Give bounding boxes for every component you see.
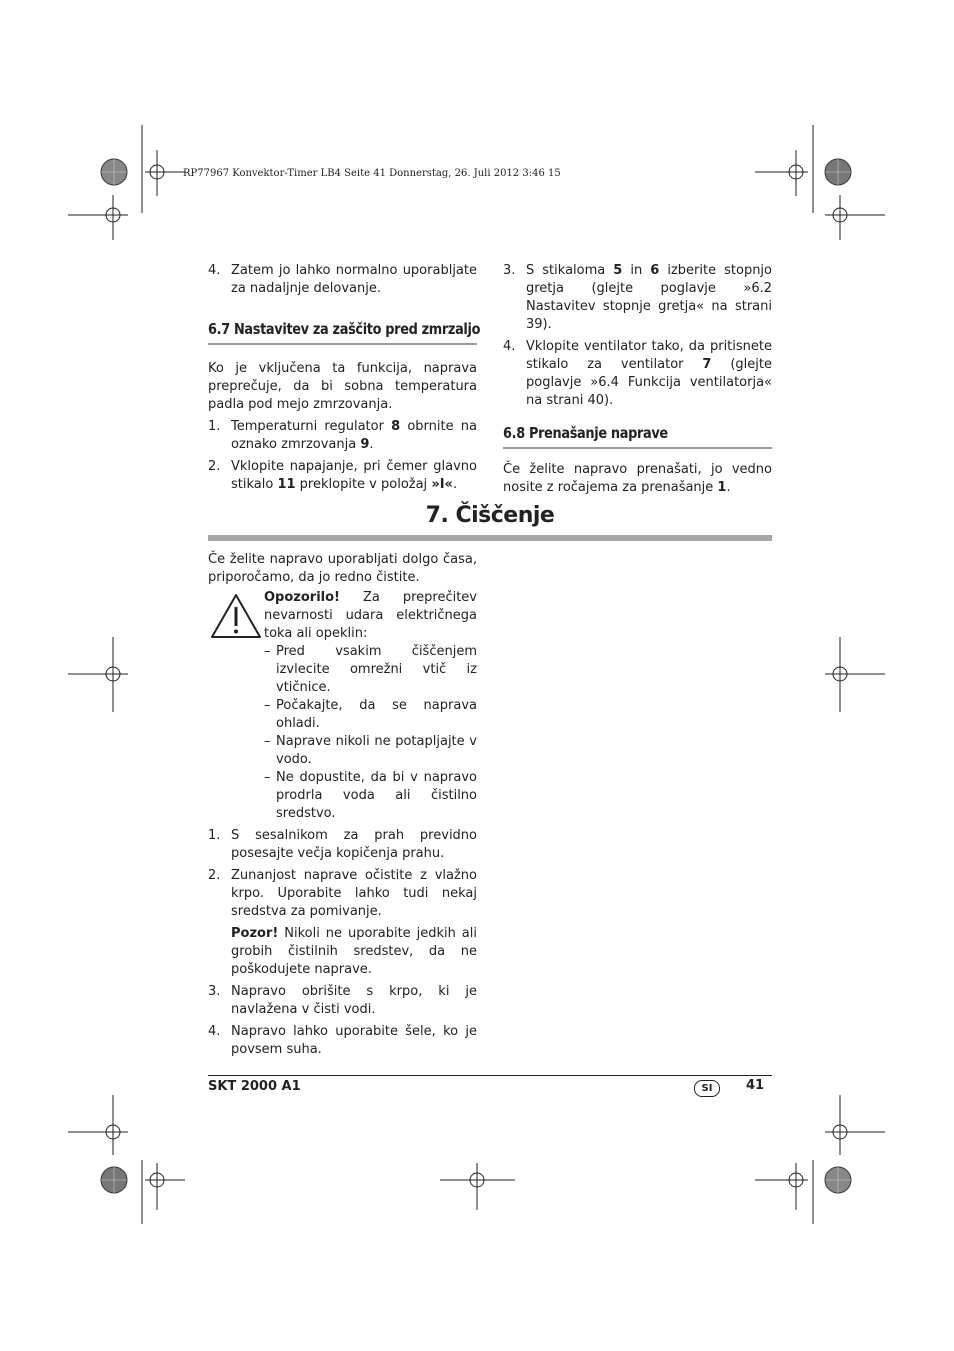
list-text: Zunanjost naprave očistite z vlažno krpo. Uporabite lahko tudi nekaj sredstva za pomivanje.	[231, 868, 477, 919]
section-text	[503, 461, 772, 497]
warning-label: Opozorilo!	[264, 590, 340, 605]
list-number: 1.	[208, 828, 221, 843]
bullet-text: Počakajte, da se naprava ohladi.	[276, 698, 477, 731]
ref-number: 5	[613, 263, 623, 278]
text: Temperaturni regulator	[231, 419, 392, 434]
caution-label: Pozor!	[231, 926, 279, 941]
language-badge: SI	[694, 1080, 720, 1097]
page-number: 41	[746, 1078, 765, 1093]
list-item	[208, 983, 477, 1019]
bullet-text: Naprave nikoli ne potapljajte v vodo.	[276, 734, 477, 767]
heading-rule	[208, 343, 477, 345]
bullet-item: – Ne dopustite, da bi v napravo prodrla voda ali čistilno sredstvo.	[264, 770, 477, 821]
left-column	[208, 262, 481, 494]
list-item	[208, 458, 477, 494]
list-text: S sesalnikom za prah previdno posesajte večja kopičenja prahu.	[231, 828, 477, 861]
bullet-item: – Naprave nikoli ne potapljajte v vodo.	[264, 734, 477, 767]
list-text: Zatem jo lahko normalno uporabljate za nadaljnje delovanje.	[231, 263, 477, 296]
text: Vklopite ventilator tako, da pritisnete stikalo za ventilator	[526, 339, 772, 372]
text: (glejte poglavje »6.4 Funkcija ventilatorja« na strani 40).	[526, 357, 772, 408]
ref-number: 7	[702, 357, 712, 372]
list-number: 4.	[208, 263, 221, 278]
chapter-title: 7. Čiščenje	[425, 503, 555, 528]
text: preklopite v položaj	[295, 477, 432, 492]
caution-note	[208, 925, 477, 979]
list-item	[208, 1023, 477, 1059]
list-number: 4.	[208, 1024, 221, 1039]
list-number: 2.	[208, 459, 221, 474]
text: Vklopite napajanje, pri čemer glavno stikalo	[231, 459, 477, 492]
heading-rule	[503, 447, 772, 449]
text: S stikaloma	[526, 263, 614, 278]
bullet-text: Pred vsakim čiščenjem izvlecite omrežni vtič iz vtičnice.	[276, 644, 477, 695]
print-header: RP77967 Konvektor-Timer LB4 Seite 41 Donnerstag, 26. Juli 2012 3:46 15	[183, 168, 561, 179]
ref-number: 6	[650, 263, 660, 278]
section-heading: 6.7 Nastavitev za zaščito pred zmrzaljo	[208, 320, 481, 338]
text: .	[726, 480, 731, 495]
text: Za preprečitev nevarnosti udara električnega toka ali opeklin:	[264, 590, 477, 641]
footer-rule	[208, 1075, 772, 1076]
ref-number: 9	[360, 437, 370, 452]
list-number: 4.	[503, 339, 516, 354]
list-number: 3.	[208, 984, 221, 999]
bullet-text: Ne dopustite, da bi v napravo prodrla voda ali čistilno sredstvo.	[276, 770, 477, 821]
text: .	[369, 437, 374, 452]
text: izberite stopnjo gretja (glejte poglavje »6.2 Nastavitev stopnje gretja« na strani 39).	[526, 263, 773, 332]
list-item	[208, 867, 477, 921]
text: obrnite na oznako zmrzovanja	[231, 419, 477, 452]
ref-number: 1	[717, 480, 727, 495]
section-heading: 6.8 Prenašanje naprave	[503, 424, 668, 442]
list-number: 3.	[503, 263, 516, 278]
warning-triangle-icon	[210, 593, 262, 639]
model-name: SKT 2000 A1	[208, 1079, 301, 1094]
list-item	[208, 262, 477, 298]
list-item	[208, 827, 477, 863]
list-item	[503, 262, 772, 334]
ref-number: 8	[391, 419, 401, 434]
list-item	[503, 338, 772, 410]
warning-text	[264, 589, 477, 643]
chapter-bar	[208, 535, 772, 541]
section-intro: Ko je vključena ta funkcija, naprava preprečuje, da bi sobna temperatura padla pod mejo zmrzovanja.	[208, 361, 477, 412]
switch-position: »I«	[431, 477, 453, 492]
list-number: 1.	[208, 419, 221, 434]
list-item	[208, 418, 477, 454]
text: in	[622, 263, 651, 278]
list-text: Napravo obrišite s krpo, ki je navlažena v čisti vodi.	[231, 984, 477, 1017]
text: .	[452, 477, 458, 492]
right-column	[503, 262, 772, 497]
list-number: 2.	[208, 868, 221, 883]
bullet-item: – Pred vsakim čiščenjem izvlecite omrežni vtič iz vtičnice.	[264, 644, 477, 695]
text: Če želite napravo prenašati, jo vedno nosite z ročajema za prenašanje	[503, 462, 772, 495]
list-text: Napravo lahko uporabite šele, ko je povsem suha.	[231, 1024, 477, 1057]
ref-number: 11	[277, 477, 296, 492]
cleaning-column	[208, 551, 477, 1059]
warning-block	[208, 589, 477, 823]
chapter-intro: Če želite napravo uporabljati dolgo časa, priporočamo, da jo redno čistite.	[208, 552, 477, 585]
text: Nikoli ne uporabite jedkih ali grobih čistilnih sredstev, da ne poškodujete naprave.	[231, 926, 477, 977]
bullet-item: – Počakajte, da se naprava ohladi.	[264, 698, 477, 731]
